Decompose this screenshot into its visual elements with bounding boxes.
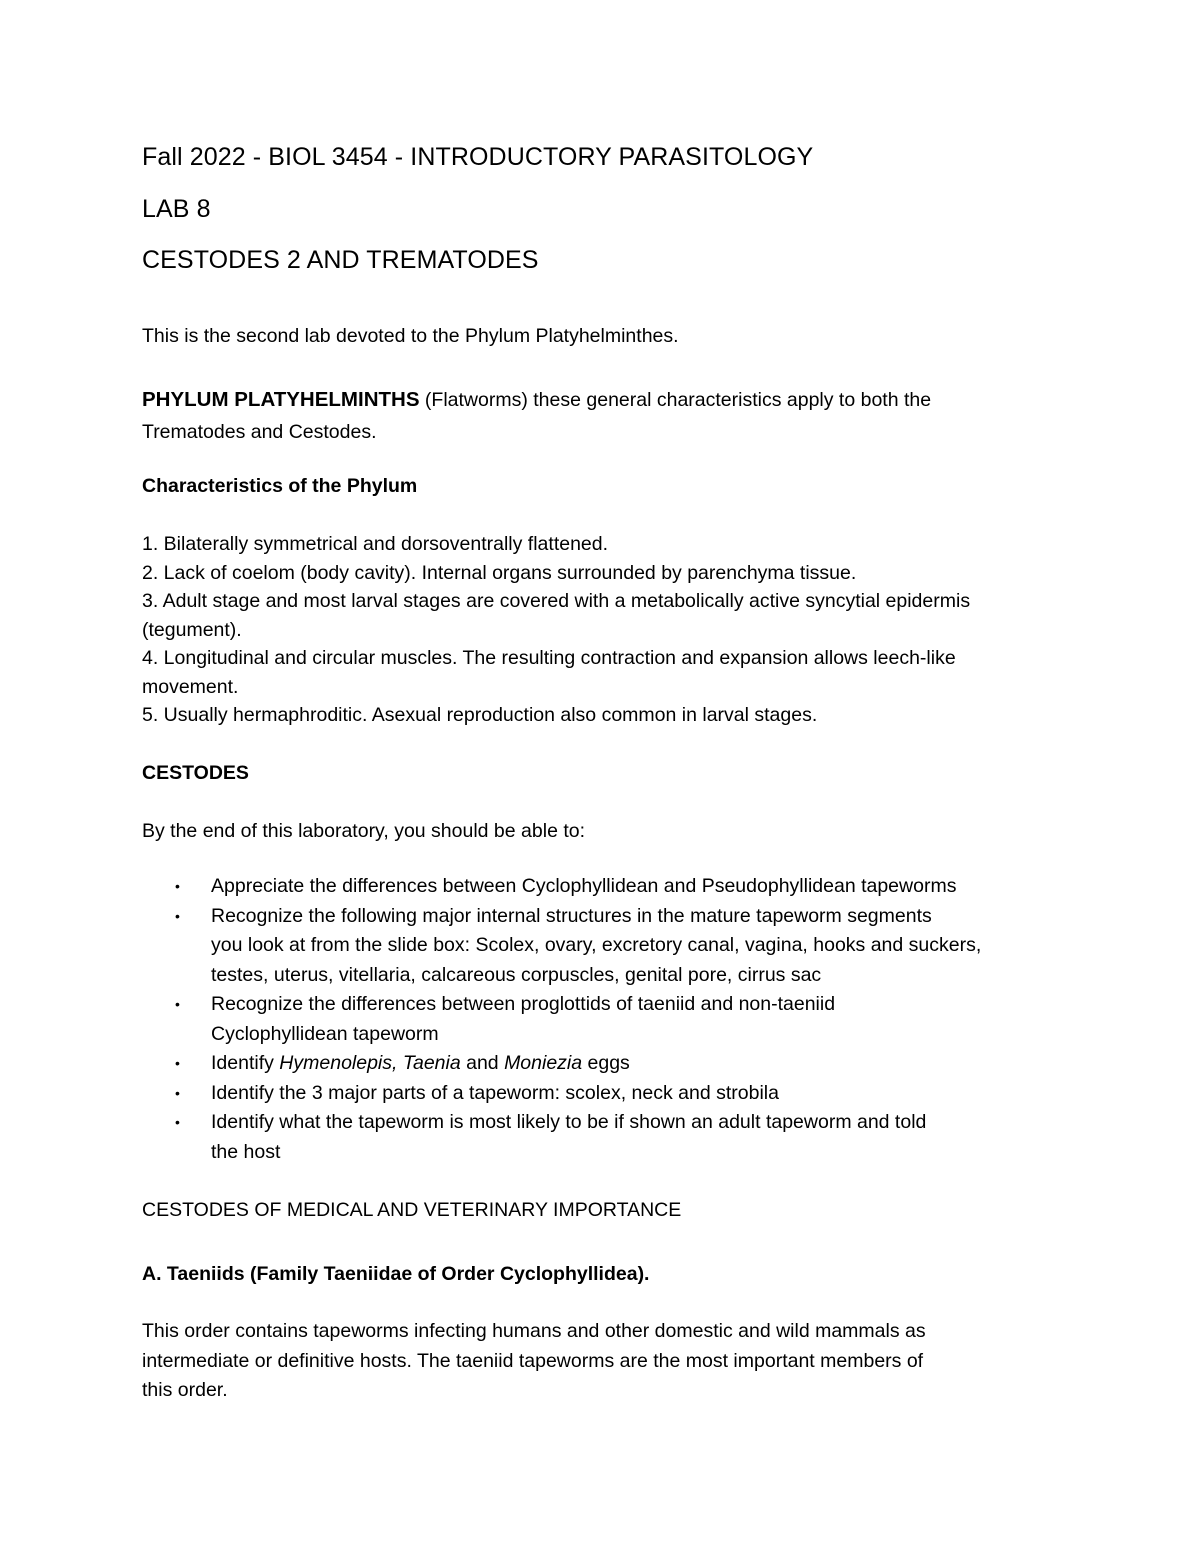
phylum-paragraph-line2: Trematodes and Cestodes. [142,421,377,443]
phylum-paragraph [142,386,931,414]
characteristics-list [142,530,970,730]
list-item: • Recognize the following major internal structures in the mature tapeworm segments you look at from the slide box: Scolex, ovary, excretory canal, vagina, hooks and suckers, testes, uterus, vitellaria, calcareous corpuscles, genital pore, cirrus sac [171,902,981,991]
list-item: movement. [142,675,239,698]
list-item: 4. Longitudinal and circular muscles. The resulting contraction and expansion allows leech-like [142,647,956,669]
list-item: • Identify the 3 major parts of a tapeworm: scolex, neck and strobila [171,1079,981,1109]
course-title: Fall 2022 - BIOL 3454 - INTRODUCTORY PARASITOLOGY [142,143,814,171]
phylum-description: (Flatworms) these general characteristics apply to both the [419,389,932,411]
bullet-icon: • [175,996,180,1012]
phylum-name: PHYLUM PLATYHELMINTHS [142,388,420,411]
lab-title: CESTODES 2 AND TREMATODES [142,246,539,274]
bullet-icon: • [175,1055,180,1071]
bullet-icon: • [175,907,180,924]
species-name: Moniezia [504,1052,583,1074]
list-item: (tegument). [142,618,242,641]
characteristics-heading: Characteristics of the Phylum [142,475,418,497]
bullet-icon: • [175,878,180,894]
list-item: 2. Lack of coelom (body cavity). Internal organs surrounded by parenchyma tissue. [142,561,857,584]
objectives-intro: By the end of this laboratory, you should be able to: [142,820,586,842]
objectives-list [171,872,981,1167]
list-item: 3. Adult stage and most larval stages are covered with a metabolically active syncytial epidermis [142,590,971,612]
list-item: 1. Bilaterally symmetrical and dorsoventrally flattened. [142,533,609,555]
bullet-icon: • [175,1084,180,1101]
list-item: • Identify what the tapeworm is most likely to be if shown an adult tapeworm and told the host [171,1108,981,1167]
cestodes-heading: CESTODES [142,762,249,784]
list-item: 5. Usually hermaphroditic. Asexual reproduction also common in larval stages. [142,704,818,726]
list-item: • Appreciate the differences between Cyclophyllidean and Pseudophyllidean tapeworms [171,872,981,902]
list-item: • Identify Hymenolepis, Taenia and Moniezia eggs [171,1049,981,1079]
species-name: Hymenolepis, Taenia [279,1052,461,1074]
lab-number: LAB 8 [142,195,211,223]
importance-heading: CESTODES OF MEDICAL AND VETERINARY IMPORTANCE [142,1199,682,1221]
bullet-icon: • [175,1114,180,1130]
taeniids-subheading: A. Taeniids (Family Taeniidae of Order Cyclophyllidea). [142,1263,650,1285]
taeniids-paragraph: This order contains tapeworms infecting humans and other domestic and wild mammals as intermediate or definitive hosts. The taeniid tapeworms are the most important members of this order. [142,1320,926,1401]
list-item: • Recognize the differences between proglottids of taeniid and non-taeniid Cyclophyllidean tapeworm [171,990,981,1049]
intro-paragraph: This is the second lab devoted to the Phylum Platyhelminthes. [142,325,679,347]
